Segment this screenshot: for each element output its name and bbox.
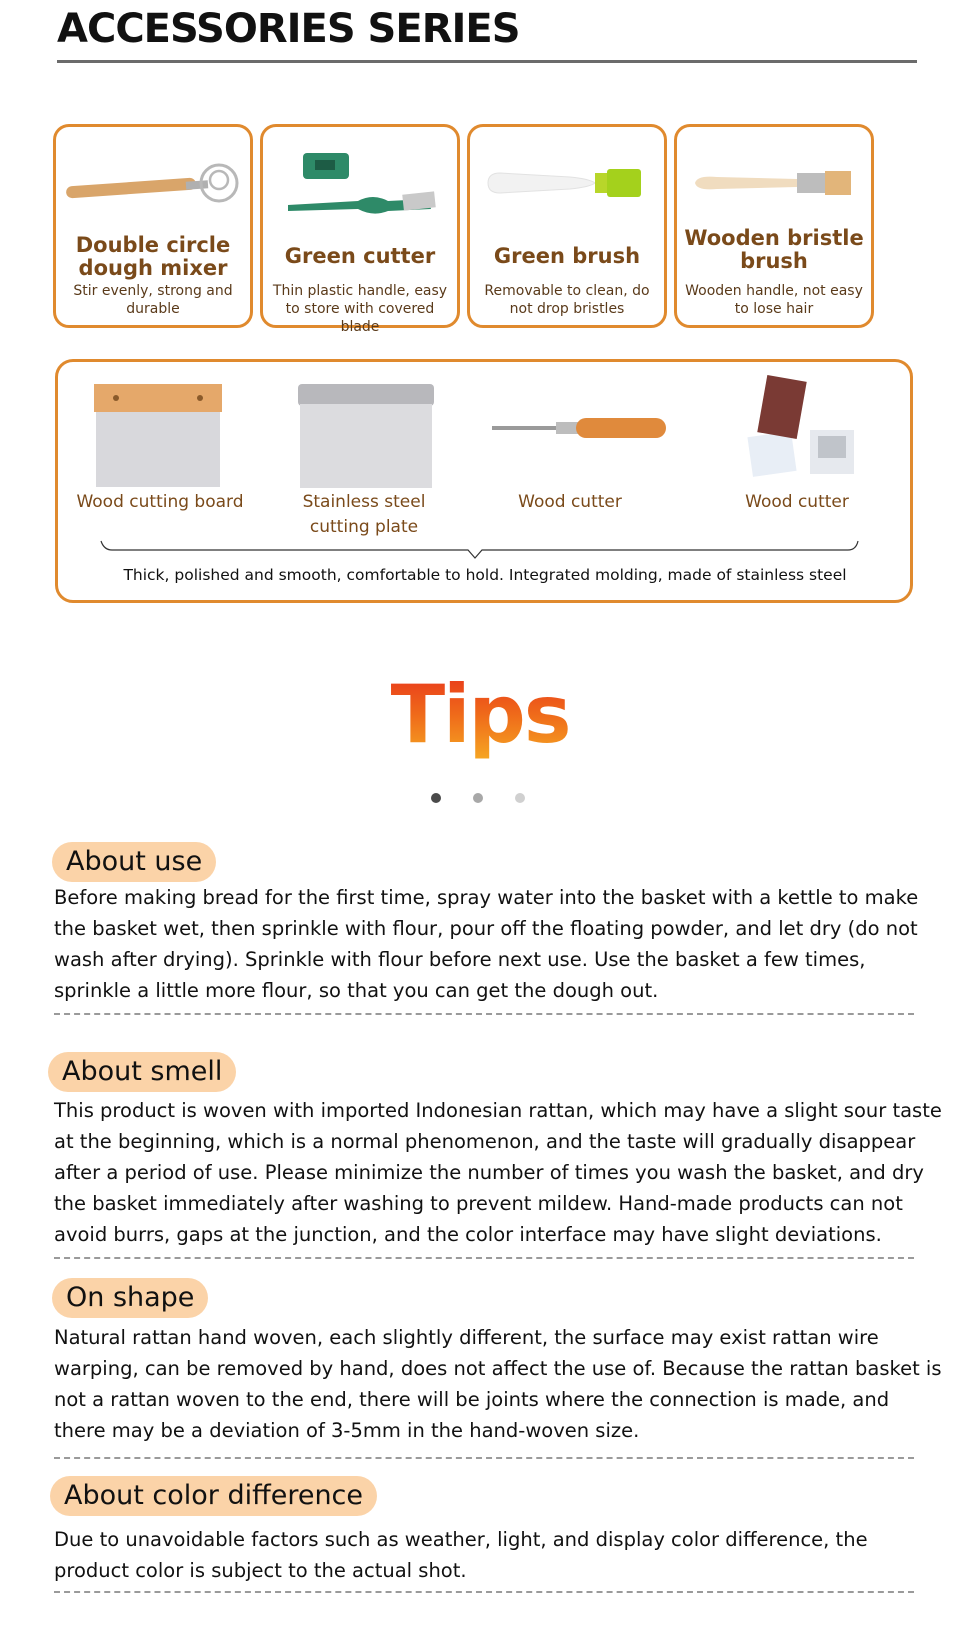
tool-label: Wood cutter — [745, 492, 849, 512]
tip-heading: About color difference — [50, 1476, 377, 1516]
tip-body: Natural rattan hand woven, each slightly different, the surface may exist rattan wire warping, can be removed by hand, does not affect the use of. Because the rattan basket is not a rattan woven to the end, there will be joints where the connection is made, and there may be a deviation of 3-5mm in the hand-woven size. — [54, 1326, 942, 1442]
section-title: ACCESSORIES SERIES — [57, 6, 520, 52]
card-name: Green brush — [493, 244, 641, 268]
carousel-dot[interactable] — [473, 793, 483, 803]
card-description: Wooden handle, not easy to lose hair — [685, 283, 863, 317]
tip-body: Due to unavoidable factors such as weather, light, and display color difference, the product color is subject to the actual shot. — [54, 1528, 868, 1582]
carousel-dot[interactable] — [515, 793, 525, 803]
tool-label: Wood cutter — [518, 492, 622, 512]
dashed-divider — [54, 1257, 914, 1259]
card-description: Removable to clean, do not drop bristles — [484, 283, 650, 317]
card-name: Green cutter — [284, 244, 436, 268]
card-name: Double circle dough mixer — [75, 233, 231, 280]
accessory-card-green-brush — [467, 124, 667, 328]
dough-whisk-icon — [56, 127, 250, 227]
dashed-divider — [54, 1457, 914, 1459]
dashed-divider — [54, 1013, 914, 1015]
tools-note: Thick, polished and smooth, comfortable to hold. Integrated molding, made of stainless steel — [123, 566, 847, 584]
card-name: Wooden bristle brush — [684, 226, 864, 273]
tips-title: Tips — [0, 668, 960, 761]
accessory-card-dough-mixer — [53, 124, 253, 328]
tip-body: Before making bread for the first time, spray water into the basket with a kettle to make the basket wet, then sprinkle with flour, pour off the floating powder, and let dry (do not wash after drying). Sprinkle with flour before next use. Use the basket a few times, sprinkle a little more flour, so that you can get the dough out. — [54, 886, 919, 1002]
card-description: Thin plastic handle, easy to store with covered blade — [272, 283, 448, 335]
bristle-brush-icon — [677, 127, 871, 227]
blade-pack-icon — [740, 374, 870, 494]
wood-lame-icon — [490, 412, 680, 448]
card-description: Stir evenly, strong and durable — [73, 283, 233, 317]
accessory-card-bristle-brush — [674, 124, 874, 328]
steel-scraper-icon — [296, 382, 436, 492]
carousel-dot-active[interactable] — [431, 793, 441, 803]
green-lame-icon — [263, 127, 457, 227]
tool-label: Wood cutting board — [76, 492, 244, 512]
silicone-brush-icon — [470, 127, 664, 227]
tip-heading: About smell — [48, 1052, 236, 1092]
title-underline — [57, 60, 917, 63]
tool-label: Stainless steel cutting plate — [302, 492, 426, 537]
wood-scraper-icon — [90, 382, 230, 492]
tip-body: This product is woven with imported Indonesian rattan, which may have a slight sour taste at the beginning, which is a normal phenomenon, and the taste will gradually disappear after a period of use. Please minimize the number of times you wash the basket, and dry the basket immediately after washing to prevent mildew. Hand-made products can not avoid burrs, gaps at the junction, and the color interface may have slight deviations. — [54, 1099, 942, 1246]
bracket-divider — [100, 540, 860, 562]
tip-heading: About use — [52, 842, 216, 882]
tip-heading: On shape — [52, 1278, 208, 1318]
dashed-divider — [54, 1591, 914, 1593]
accessory-card-green-cutter — [260, 124, 460, 335]
